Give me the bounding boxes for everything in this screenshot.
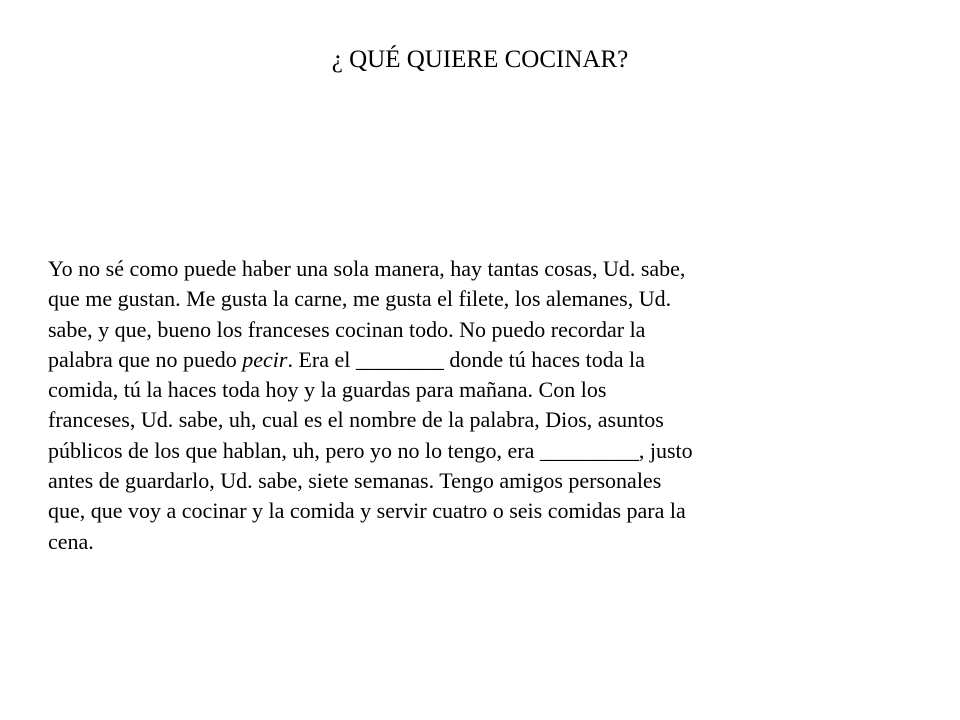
paragraph-line: Yo no sé como puede haber una sola manera, hay tantas cosas, Ud. sabe, (48, 256, 686, 281)
paragraph-line: públicos de los que hablan, uh, pero yo no lo tengo, era _________, justo (48, 437, 693, 463)
paragraph-text: palabra que no puedo (48, 346, 243, 372)
paragraph-line: que me gustan. Me gusta la carne, me gusta el filete, los alemanes, Ud. (48, 286, 672, 312)
body-paragraph (48, 254, 928, 557)
paragraph-line: comida, tú la haces toda hoy y la guardas para mañana. Con los (48, 377, 607, 403)
paragraph-line: cena. (48, 528, 94, 554)
slide-title: ¿ QUÉ QUIERE COCINAR? (331, 46, 629, 73)
paragraph-line: que, que voy a cocinar y la comida y servir cuatro o seis comidas para la (48, 498, 686, 524)
paragraph-line: antes de guardarlo, Ud. sabe, siete semanas. Tengo amigos personales (48, 468, 662, 494)
paragraph-line (48, 345, 928, 375)
paragraph-text: . Era el ________ donde tú haces toda la (287, 346, 645, 372)
paragraph-line: franceses, Ud. sabe, uh, cual es el nombre de la palabra, Dios, asuntos (48, 407, 664, 433)
italic-word: pecir (242, 346, 288, 372)
paragraph-line: sabe, y que, bueno los franceses cocinan todo. No puedo recordar la (48, 316, 646, 342)
